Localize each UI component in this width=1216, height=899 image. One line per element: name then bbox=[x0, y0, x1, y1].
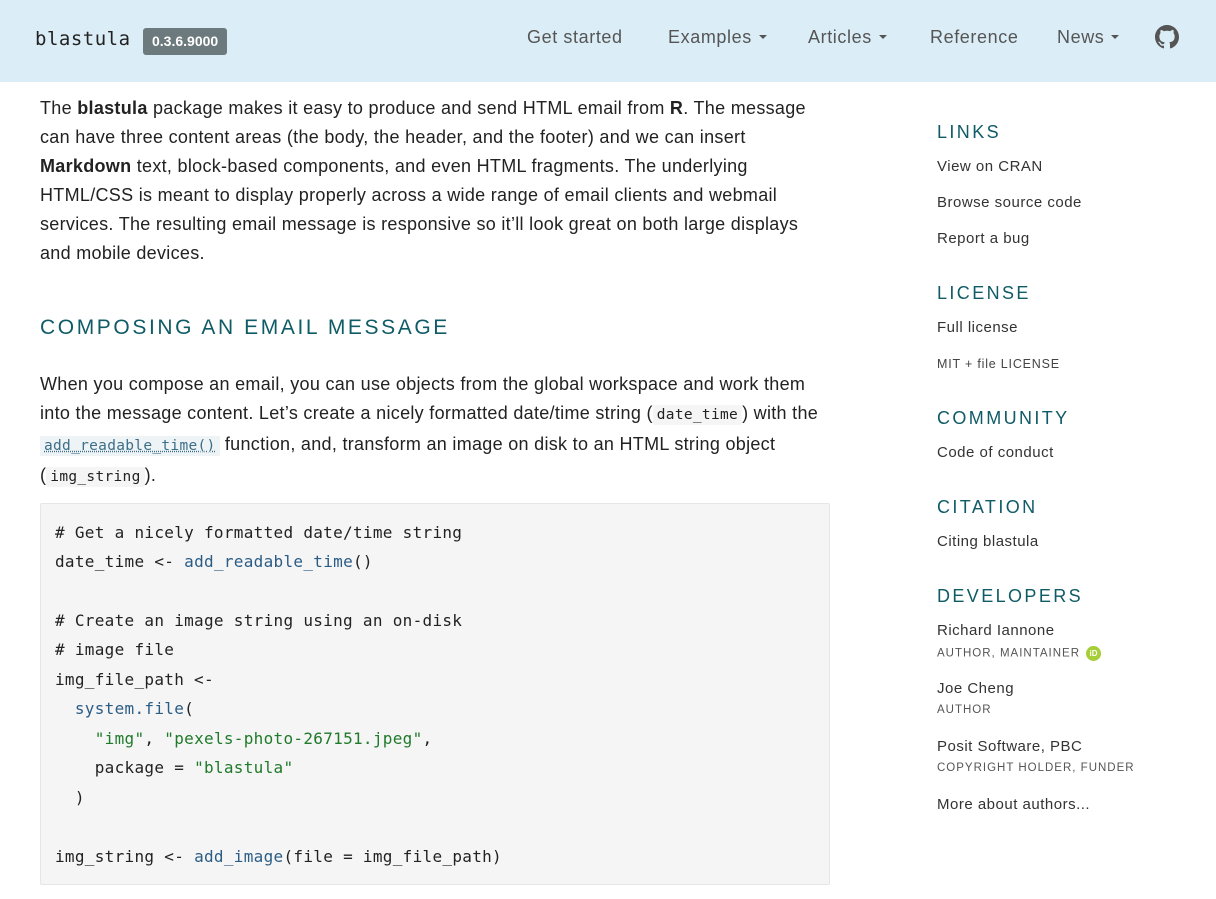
code-comment: # Get a nicely formatted date/time string bbox=[55, 523, 463, 542]
code-line bbox=[55, 640, 174, 659]
brand-link[interactable]: blastula bbox=[35, 28, 131, 50]
code-function-link[interactable]: add_image bbox=[194, 847, 284, 866]
nav-examples-dropdown[interactable] bbox=[668, 27, 767, 48]
code-text: date_time <- bbox=[55, 552, 185, 571]
nav-articles-dropdown[interactable] bbox=[808, 27, 887, 48]
code-function-link[interactable]: add_readable_time bbox=[184, 552, 353, 571]
license-text: MIT + file LICENSE bbox=[937, 357, 1060, 371]
text: text, block-based components, and even HTML fragments. The underlying HTML/CSS is meant to display properly across a wide range of email clients and webmail services. The resulting email message is responsive so it’ll look great on both large displays and mobile devices. bbox=[40, 156, 799, 263]
nav-label: Get started bbox=[527, 27, 623, 47]
text: ) with the bbox=[742, 403, 819, 423]
code-line bbox=[55, 758, 293, 777]
nav-label: Examples bbox=[668, 27, 752, 47]
code-comment: # image file bbox=[55, 640, 175, 659]
inline-code: img_string bbox=[46, 467, 144, 487]
role-text: AUTHOR, MAINTAINER bbox=[937, 647, 1081, 660]
code-text: () bbox=[353, 552, 373, 571]
code-text: ) bbox=[55, 788, 85, 807]
code-string: "blastula" bbox=[194, 758, 294, 777]
code-string: "pexels-photo-267151.jpeg" bbox=[164, 729, 423, 748]
orcid-icon[interactable]: iD bbox=[1086, 646, 1101, 661]
developer-role: COPYRIGHT HOLDER, FUNDER bbox=[937, 762, 1135, 774]
nav-reference[interactable] bbox=[930, 27, 1018, 48]
developer-name[interactable]: Richard Iannone bbox=[937, 622, 1055, 639]
function-link[interactable]: add_readable_time() bbox=[40, 436, 220, 456]
developer-role bbox=[937, 646, 1101, 661]
code-line bbox=[55, 670, 214, 689]
caret-down-icon bbox=[879, 35, 887, 39]
bold-text: blastula bbox=[77, 98, 148, 118]
code-comment: # Create an image string using an on-disk bbox=[55, 611, 463, 630]
nav-news-dropdown[interactable] bbox=[1057, 27, 1119, 48]
community-heading: COMMUNITY bbox=[937, 408, 1070, 428]
code-function-link[interactable]: system.file bbox=[74, 699, 185, 718]
code-text: img_file_path <- bbox=[55, 670, 214, 689]
caret-down-icon bbox=[1111, 35, 1119, 39]
code-text: ( bbox=[184, 699, 195, 718]
caret-down-icon bbox=[759, 35, 767, 39]
code-block bbox=[40, 503, 830, 885]
license-heading: LICENSE bbox=[937, 283, 1031, 303]
inline-code: date_time bbox=[653, 405, 742, 425]
text: ). bbox=[144, 465, 157, 485]
code-text: img_string <- bbox=[55, 847, 195, 866]
section-paragraph bbox=[40, 370, 830, 492]
code-line bbox=[55, 729, 432, 748]
version-badge: 0.3.6.9000 bbox=[143, 28, 227, 55]
full-license-link[interactable]: Full license bbox=[937, 319, 1019, 336]
nav-label: Reference bbox=[930, 27, 1019, 47]
code-of-conduct-link[interactable]: Code of conduct bbox=[937, 444, 1054, 461]
code-text: , bbox=[422, 729, 433, 748]
code-line bbox=[55, 523, 462, 542]
text: function, and, transform an image on disk to an HTML string object ( bbox=[40, 434, 776, 485]
developer-name[interactable]: Posit Software, PBC bbox=[937, 738, 1083, 755]
github-icon[interactable] bbox=[1155, 25, 1179, 49]
code-string: "img" bbox=[94, 729, 145, 748]
bold-text: Markdown bbox=[40, 156, 132, 176]
text: package makes it easy to produce and send HTML email from bbox=[147, 98, 670, 118]
bold-text: R bbox=[669, 98, 684, 118]
report-bug-link[interactable]: Report a bug bbox=[937, 230, 1030, 247]
code-line bbox=[55, 699, 194, 718]
nav-label: Articles bbox=[808, 27, 872, 47]
nav-get-started[interactable] bbox=[527, 27, 623, 48]
navbar bbox=[0, 0, 1216, 82]
developer-role: AUTHOR bbox=[937, 704, 992, 716]
code-text: package = bbox=[55, 758, 195, 777]
text: When you compose an email, you can use objects from the global workspace and work them into the message content. Let’s create a nicely formatted date/time string ( bbox=[40, 374, 806, 423]
code-indent bbox=[55, 729, 95, 748]
code-line bbox=[55, 611, 462, 630]
code-line bbox=[55, 552, 373, 571]
browse-source-link[interactable]: Browse source code bbox=[937, 194, 1082, 211]
developer-name[interactable]: Joe Cheng bbox=[937, 680, 1015, 697]
code-line bbox=[55, 788, 85, 807]
developers-heading: DEVELOPERS bbox=[937, 586, 1084, 606]
citing-link[interactable]: Citing blastula bbox=[937, 533, 1039, 550]
text: The bbox=[40, 98, 78, 118]
view-on-cran-link[interactable]: View on CRAN bbox=[937, 158, 1043, 175]
nav-label: News bbox=[1057, 27, 1105, 47]
code-indent bbox=[55, 699, 75, 718]
citation-heading: CITATION bbox=[937, 497, 1038, 517]
intro-paragraph bbox=[40, 94, 830, 268]
links-heading: LINKS bbox=[937, 122, 1002, 142]
code-text: , bbox=[144, 729, 165, 748]
code-line bbox=[55, 847, 502, 866]
more-authors-link[interactable]: More about authors... bbox=[937, 796, 1091, 813]
text: . The message can have three content areas (the body, the header, and the footer) and we can insert bbox=[40, 98, 806, 147]
code-text: (file = img_file_path) bbox=[283, 847, 502, 866]
section-heading: COMPOSING AN EMAIL MESSAGE bbox=[40, 316, 450, 339]
